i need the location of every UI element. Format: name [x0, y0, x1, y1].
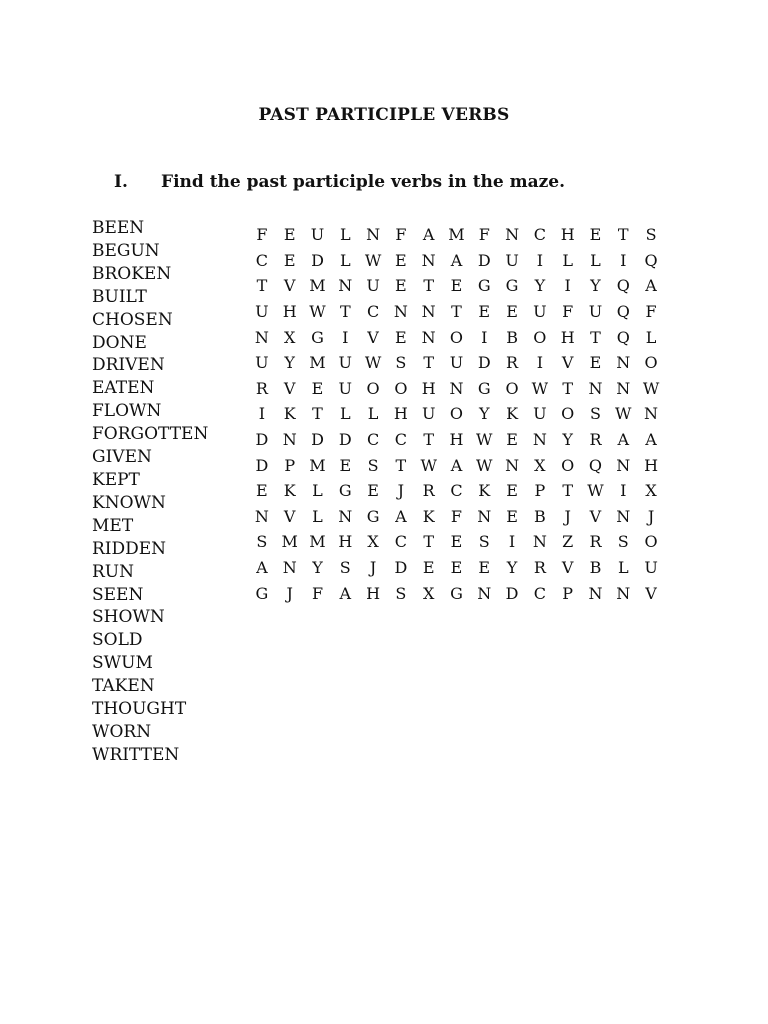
grid-cell: A [339, 583, 352, 603]
grid-cell: N [477, 506, 492, 526]
grid-cell: N [338, 506, 353, 526]
word-list-item: WRITTEN [92, 744, 180, 765]
grid-cell: V [561, 353, 574, 373]
word-list-item: BROKEN [92, 263, 172, 284]
grid-cell: T [423, 353, 435, 373]
grid-cell: R [255, 378, 268, 398]
grid-cell: I [620, 250, 627, 270]
grid-cell: Q [616, 302, 630, 322]
grid-cell: J [369, 558, 377, 578]
grid-cell: C [450, 481, 463, 501]
grid-cell: W [615, 404, 632, 424]
grid-cell: U [505, 250, 519, 270]
grid-cell: V [283, 378, 296, 398]
grid-cell: U [255, 353, 269, 373]
grid-cell: N [282, 430, 297, 450]
grid-cell: B [506, 327, 518, 347]
grid-cell: U [644, 558, 658, 578]
instruction [114, 172, 565, 192]
grid-cell: Q [616, 276, 630, 296]
grid-cell: O [366, 378, 380, 398]
grid-cell: H [282, 302, 297, 322]
grid-cell: U [310, 225, 325, 245]
grid-cell: N [393, 302, 408, 322]
grid-cell: S [395, 583, 407, 603]
grid-cell: M [309, 276, 326, 296]
grid-cell: G [311, 327, 324, 347]
grid-row [248, 555, 665, 581]
grid-cell: H [366, 583, 381, 603]
grid-cell: W [476, 455, 493, 475]
grid-cell: D [477, 353, 491, 373]
grid-cell: F [562, 302, 574, 322]
grid-cell: L [339, 250, 351, 270]
grid-cell: L [312, 481, 323, 501]
grid-cell: S [617, 532, 629, 552]
grid-cell: N [505, 455, 520, 475]
grid-cell: G [366, 506, 380, 526]
grid-cell: R [589, 430, 602, 450]
grid-cell: S [256, 532, 268, 552]
grid-cell: R [422, 481, 435, 501]
grid-cell: N [616, 506, 631, 526]
grid-cell: K [283, 404, 296, 424]
grid-cell: T [617, 225, 629, 245]
grid-cell: P [284, 455, 296, 475]
word-list [92, 217, 208, 767]
grid-cell: W [642, 378, 660, 398]
grid-cell: A [450, 455, 463, 475]
grid-cell: N [421, 250, 436, 270]
grid-cell: D [255, 455, 269, 475]
grid-cell: J [286, 583, 293, 603]
grid-cell: N [532, 430, 547, 450]
grid-cell: U [338, 353, 353, 373]
grid-cell: T [423, 276, 435, 296]
grid-cell: Y [534, 276, 546, 296]
grid-cell: D [477, 250, 491, 270]
grid-cell: L [617, 558, 629, 578]
word-list-item: KEPT [92, 469, 140, 490]
grid-cell: W [364, 353, 382, 373]
grid-cell: N [421, 327, 436, 347]
word-list-item: CHOSEN [92, 309, 173, 330]
grid-cell: V [645, 583, 657, 603]
grid-cell: Y [562, 430, 573, 450]
grid-cell: E [478, 558, 491, 578]
grid-cell: E [450, 276, 463, 296]
grid-cell: T [451, 302, 462, 322]
grid-cell: Q [644, 250, 658, 270]
grid-cell: H [393, 404, 408, 424]
grid-cell: K [506, 404, 519, 424]
grid-cell: N [338, 276, 353, 296]
grid-cell: I [564, 276, 571, 296]
grid-cell: D [394, 558, 408, 578]
grid-cell: T [423, 532, 435, 552]
grid-cell: S [645, 225, 657, 245]
grid-cell: D [255, 430, 269, 450]
grid-row [248, 504, 665, 530]
grid-cell: P [562, 583, 574, 603]
word-list-item: BUILT [92, 286, 147, 307]
grid-cell: M [309, 455, 326, 475]
grid-cell: N [644, 404, 659, 424]
grid-cell: L [562, 250, 573, 270]
grid-cell: U [533, 404, 547, 424]
grid-cell: X [645, 481, 657, 501]
grid-row [248, 222, 665, 248]
grid-cell: C [394, 532, 407, 552]
grid-cell: S [367, 455, 379, 475]
grid-cell: N [421, 302, 436, 322]
grid-cell: Y [284, 353, 295, 373]
word-list-item: RUN [92, 561, 135, 582]
grid-cell: G [477, 378, 491, 398]
grid-cell: Y [312, 558, 323, 578]
grid-cell: F [395, 225, 407, 245]
grid-cell: X [284, 327, 296, 347]
grid-cell: Y [506, 558, 518, 578]
grid-cell: L [645, 327, 657, 347]
grid-cell: U [255, 302, 269, 322]
word-list-item: SWUM [92, 653, 153, 674]
grid-cell: I [536, 353, 544, 373]
grid-cell: E [395, 327, 407, 347]
grid-cell: I [258, 404, 266, 424]
grid-cell: U [421, 404, 436, 424]
grid-cell: T [562, 378, 573, 398]
grid-cell: E [589, 353, 602, 373]
grid-cell: O [561, 404, 575, 424]
grid-cell: W [309, 302, 326, 322]
grid-cell: A [256, 558, 268, 578]
grid-cell: V [589, 506, 602, 526]
grid-cell: H [560, 225, 575, 245]
grid-cell: I [342, 327, 349, 347]
grid-cell: E [395, 250, 407, 270]
grid-cell: I [620, 481, 627, 501]
grid-cell: E [506, 506, 518, 526]
grid-cell: L [367, 404, 379, 424]
word-list-item: BEGUN [92, 240, 160, 261]
grid-cell: W [364, 250, 382, 270]
grid-cell: A [395, 506, 407, 526]
grid-cell: N [616, 455, 631, 475]
grid-row [248, 376, 665, 402]
grid-cell: G [477, 276, 491, 296]
grid-cell: E [256, 481, 268, 501]
grid-cell: O [394, 378, 408, 398]
grid-cell: E [506, 430, 518, 450]
word-list-item: SHOWN [92, 607, 165, 628]
grid-cell: O [644, 353, 658, 373]
grid-cell: E [450, 532, 463, 552]
grid-cell: E [478, 302, 491, 322]
grid-cell: I [536, 250, 544, 270]
grid-cell: H [338, 532, 353, 552]
word-list-item: WORN [92, 721, 152, 742]
word-list-item: MET [92, 515, 134, 536]
grid-cell: O [449, 404, 464, 424]
grid-cell: W [476, 430, 493, 450]
grid-row [248, 401, 665, 427]
instruction-number: I. [114, 172, 128, 192]
grid-cell: N [588, 583, 603, 603]
grid-cell: E [339, 455, 352, 475]
grid-cell: I [508, 532, 516, 552]
grid-row [248, 529, 665, 555]
grid-cell: O [533, 327, 547, 347]
grid-cell: G [450, 583, 463, 603]
grid-cell: A [617, 430, 630, 450]
grid-cell: T [312, 404, 323, 424]
grid-cell: I [481, 327, 488, 347]
grid-cell: K [478, 481, 491, 501]
grid-cell: N [366, 225, 381, 245]
grid-cell: S [478, 532, 490, 552]
word-list-item: SOLD [92, 630, 143, 651]
letter-grid [248, 222, 665, 606]
grid-cell: J [647, 506, 655, 526]
grid-cell: Y [478, 404, 490, 424]
word-list-item: RIDDEN [92, 538, 167, 559]
grid-cell: B [533, 506, 546, 526]
word-list-item: GIVEN [92, 447, 152, 468]
grid-cell: J [397, 481, 405, 501]
instruction-text: Find the past participle verbs in the maze. [161, 172, 566, 192]
grid-cell: E [367, 481, 379, 501]
grid-cell: N [477, 583, 492, 603]
grid-cell: E [589, 225, 602, 245]
grid-cell: X [422, 583, 435, 603]
grid-cell: H [560, 327, 575, 347]
grid-cell: T [423, 430, 435, 450]
grid-cell: A [422, 225, 435, 245]
grid-cell: F [256, 225, 268, 245]
grid-cell: A [645, 276, 657, 296]
grid-cell: D [505, 583, 519, 603]
grid-cell: Y [590, 276, 601, 296]
grid-cell: C [533, 225, 546, 245]
grid-cell: T [562, 481, 573, 501]
grid-cell: F [645, 302, 657, 322]
grid-cell: A [450, 250, 463, 270]
word-list-item: SEEN [92, 584, 144, 605]
grid-cell: N [254, 327, 269, 347]
grid-cell: N [505, 225, 520, 245]
grid-cell: F [450, 506, 463, 526]
grid-cell: R [533, 558, 546, 578]
grid-cell: N [616, 583, 631, 603]
grid-cell: D [311, 250, 324, 270]
word-list-item: DRIVEN [92, 355, 165, 376]
grid-cell: C [255, 250, 269, 270]
grid-row [248, 452, 665, 478]
grid-cell: O [505, 378, 519, 398]
grid-cell: L [339, 404, 351, 424]
word-list-item: DONE [92, 332, 147, 353]
grid-cell: B [589, 558, 602, 578]
grid-row [248, 580, 665, 606]
grid-cell: T [256, 276, 268, 296]
grid-cell: V [283, 506, 296, 526]
page-title: PAST PARTICIPLE VERBS [258, 105, 510, 125]
grid-cell: L [312, 506, 323, 526]
grid-row [248, 350, 665, 376]
grid-cell: K [283, 481, 296, 501]
grid-cell: G [505, 276, 519, 296]
grid-cell: L [339, 225, 351, 245]
grid-cell: D [338, 430, 352, 450]
grid-cell: D [311, 430, 324, 450]
grid-cell: U [588, 302, 603, 322]
grid-cell: M [448, 225, 465, 245]
grid-cell: X [367, 532, 379, 552]
grid-cell: N [532, 532, 547, 552]
grid-cell: G [338, 481, 352, 501]
grid-cell: E [283, 250, 296, 270]
grid-cell: W [420, 455, 437, 475]
grid-cell: E [422, 558, 435, 578]
grid-cell: E [506, 302, 518, 322]
grid-cell: C [394, 430, 407, 450]
grid-cell: U [366, 276, 380, 296]
grid-cell: T [339, 302, 351, 322]
word-list-item: THOUGHT [92, 699, 187, 720]
grid-row [248, 248, 665, 274]
grid-cell: H [644, 455, 659, 475]
grid-cell: Q [616, 327, 630, 347]
grid-cell: R [589, 532, 602, 552]
grid-cell: N [449, 378, 464, 398]
grid-cell: N [616, 353, 631, 373]
word-list-item: KNOWN [92, 492, 166, 513]
grid-cell: O [644, 532, 658, 552]
grid-cell: W [531, 378, 549, 398]
word-list-item: FLOWN [92, 401, 162, 422]
grid-row [248, 324, 665, 350]
grid-cell: V [561, 558, 574, 578]
grid-cell: W [587, 481, 604, 501]
grid-cell: H [421, 378, 436, 398]
grid-cell: U [449, 353, 464, 373]
grid-cell: M [309, 532, 326, 552]
grid-cell: E [395, 276, 407, 296]
grid-cell: S [339, 558, 351, 578]
grid-cell: O [561, 455, 575, 475]
grid-row [248, 478, 665, 504]
grid-cell: U [338, 378, 353, 398]
grid-cell: N [282, 558, 297, 578]
grid-cell: C [366, 430, 380, 450]
grid-cell: M [309, 353, 326, 373]
grid-cell: M [281, 532, 298, 552]
grid-cell: E [311, 378, 324, 398]
grid-cell: T [395, 455, 407, 475]
word-list-item: FORGOTTEN [92, 424, 209, 445]
grid-cell: K [422, 506, 435, 526]
word-list-item: TAKEN [92, 676, 155, 697]
grid-cell: R [506, 353, 519, 373]
grid-cell: X [534, 455, 546, 475]
grid-cell: P [534, 481, 546, 501]
grid-cell: S [589, 404, 601, 424]
grid-cell: E [283, 225, 296, 245]
grid-cell: V [283, 276, 296, 296]
grid-cell: V [367, 327, 379, 347]
grid-cell: L [590, 250, 601, 270]
grid-cell: U [533, 302, 547, 322]
grid-cell: N [588, 378, 603, 398]
grid-cell: O [449, 327, 464, 347]
grid-cell: H [449, 430, 464, 450]
grid-cell: C [533, 583, 546, 603]
word-list-item: BEEN [92, 218, 145, 238]
grid-cell: F [478, 225, 490, 245]
grid-row [248, 427, 665, 453]
grid-cell: N [254, 506, 269, 526]
grid-row [248, 273, 665, 299]
grid-cell: E [506, 481, 518, 501]
grid-cell: Z [562, 532, 574, 552]
grid-cell: G [255, 583, 269, 603]
grid-cell: C [366, 302, 380, 322]
grid-cell: A [645, 430, 657, 450]
grid-cell: N [616, 378, 631, 398]
word-list-item: EATEN [92, 378, 155, 399]
grid-cell: Q [588, 455, 603, 475]
grid-cell: F [311, 583, 324, 603]
grid-row [248, 299, 665, 325]
grid-cell: S [395, 353, 407, 373]
grid-cell: E [450, 558, 463, 578]
grid-cell: T [590, 327, 601, 347]
grid-cell: J [564, 506, 571, 526]
